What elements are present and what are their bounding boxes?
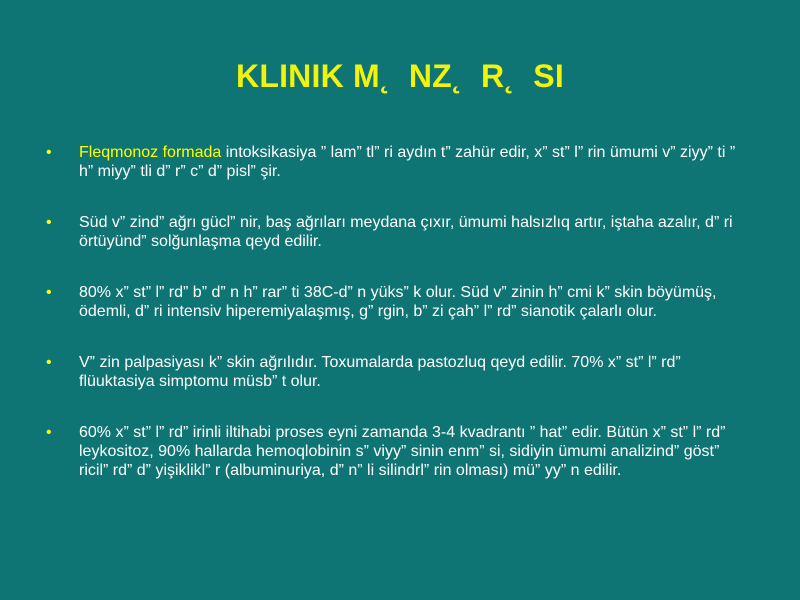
bullet-text: 80% x” st” l” rd” b” d” n h” rar” ti 38C-d” n yüks” k olur. Süd v” zinin h” cmi k” skin böyümüş, ödemli, d” ri intensiv hiperemiyalaşmış, g” rgin, b” zi çah” l” rd” sianotik çalarlı olur. — [79, 284, 717, 320]
bullet-item-3 — [46, 283, 746, 321]
bullet-text: 60% x” st” l” rd” irinli iltihabi proses eyni zamanda 3-4 kvadrantı ” hat” edir. Bütün x” st” l” rd” leykositoz, 90% hallarda hemoqlobinin s” viyy” sinin enm” si, sidiyin ümumi analizind” göst” ricil” rd” d” yişiklikl” r (albuminuriya, d” n” li silindrl” rin olması) mü” yy” n edilir. — [79, 424, 726, 479]
bullet-text: Süd v” zind” ağrı gücl” nir, baş ağrıları meydana çıxır, ümumi halsızlıq artır, iştaha azalır, d” ri örtüyünd” solğunlaşma qeyd edilir. — [79, 214, 733, 250]
bullet-item-5 — [46, 423, 746, 480]
slide-title: KLINIK M˛ NZ˛ R˛ SI — [236, 58, 564, 94]
bullet-item-1 — [46, 143, 746, 181]
bullet-marker: • — [46, 214, 52, 231]
bullet-marker: • — [46, 354, 52, 371]
bullet-item-2 — [46, 213, 746, 251]
bullet-text: intoksikasiya ” lam” tl” ri aydın t” zahür edir, x” st” l” rin ümumi v” ziyy” ti ” h” miyy” tli d” r” c” d” pisl” şir. — [79, 144, 736, 180]
bullet-marker: • — [46, 284, 52, 301]
bullet-marker: • — [46, 144, 52, 161]
bullet-item-4 — [46, 353, 746, 391]
bullet-list — [46, 143, 746, 512]
bullet-highlight-text: Fleqmonoz formada — [79, 144, 222, 161]
bullet-text: V” zin palpasiyası k” skin ağrılıdır. Toxumalarda pastozluq qeyd edilir. 70% x” st” l” rd” flüuktasiya simptomu müsb” t olur. — [79, 354, 681, 390]
bullet-marker: • — [46, 424, 52, 441]
